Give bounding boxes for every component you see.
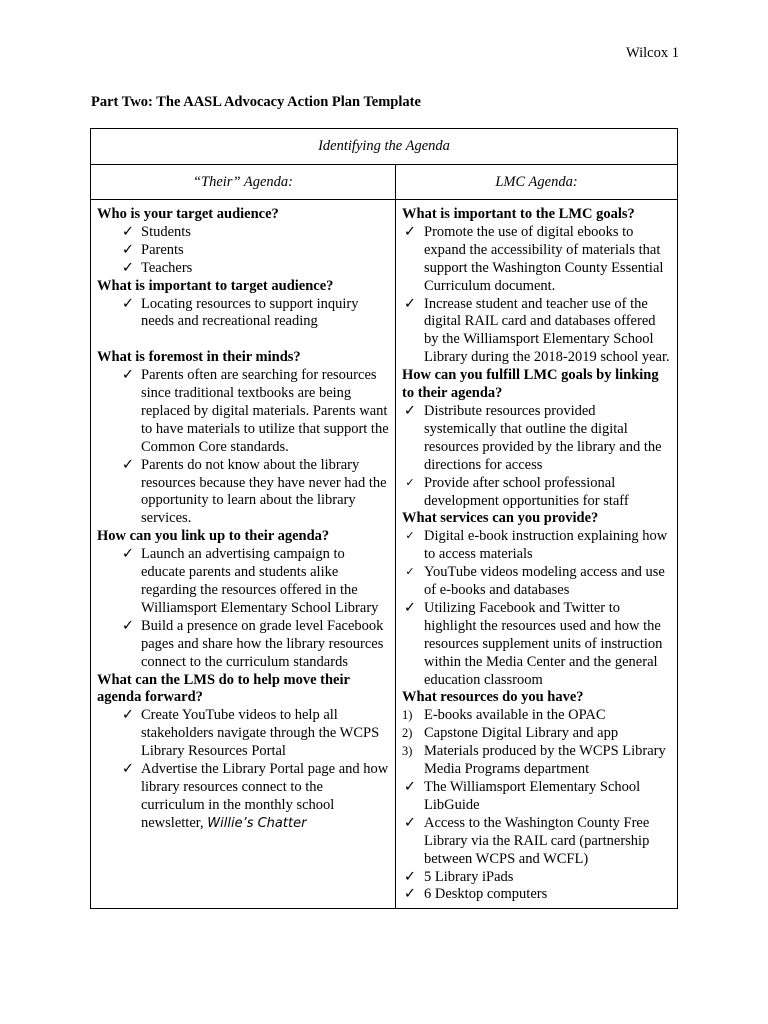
check-icon: ✓ bbox=[403, 868, 417, 885]
check-icon: ✓ bbox=[121, 367, 135, 384]
section-title: Identifying the Agenda bbox=[91, 129, 678, 165]
question-link-up: How can you link up to their agenda? bbox=[97, 528, 330, 545]
check-icon: ✓ bbox=[121, 456, 135, 473]
lmc-agenda-header: LMC Agenda: bbox=[396, 165, 678, 200]
action-plan-table bbox=[90, 128, 678, 909]
check-icon: ✓ bbox=[121, 546, 135, 563]
list-item: ✓ Access to the Washington County Free Library via the RAIL card (partnership between WCPS and WCFL) bbox=[403, 814, 650, 867]
question-foremost-in-minds: What is foremost in their minds? bbox=[97, 349, 301, 366]
check-icon: ✓ bbox=[121, 295, 135, 312]
lmc-agenda-column bbox=[396, 200, 678, 909]
list-item: ✓ Launch an advertising campaign to educate parents and students alike regarding the resources offered in the Williamsport Elementary School Library bbox=[119, 546, 389, 618]
question-resources: What resources do you have? bbox=[402, 689, 584, 706]
check-icon: ✓ bbox=[403, 223, 417, 240]
check-icon: ✓ bbox=[121, 259, 135, 276]
check-icon: ✓ bbox=[403, 886, 417, 903]
question-important-to-audience: What is important to target audience? bbox=[97, 277, 334, 294]
list-item: ✓ Distribute resources provided systemically that outline the digital resources provided by the library and the directions for access bbox=[403, 402, 662, 473]
question-lmc-goals: What is important to the LMC goals? bbox=[402, 206, 635, 222]
list-item: 3) Materials produced by the WCPS Library Media Programs department bbox=[402, 743, 666, 778]
list-item: ✓ Increase student and teacher use of the digital RAIL card and databases offered by the Williamsport Elementary School Library during the 2018-2019 school year. bbox=[403, 295, 670, 366]
list-item: ✓ Advertise the Library Portal page and how library resources connect to the curriculum in the monthly school newsletter, Willie’s Chatter bbox=[119, 761, 389, 833]
list-item: ✓ Locating resources to support inquiry needs and recreational reading bbox=[119, 296, 389, 332]
check-icon: ✓ bbox=[405, 476, 415, 489]
page-header-ref: Wilcox 1 bbox=[626, 45, 679, 61]
page-title: Part Two: The AASL Advocacy Action Plan Template bbox=[91, 94, 421, 110]
check-icon: ✓ bbox=[403, 599, 417, 616]
list-item: ✓ Build a presence on grade level Facebook pages and share how the library resources connect to the curriculum standards bbox=[119, 618, 389, 672]
newsletter-title: Willie’s Chatter bbox=[207, 815, 307, 831]
check-icon: ✓ bbox=[403, 779, 417, 795]
their-agenda-header: “Their” Agenda: bbox=[91, 165, 396, 200]
list-item: ✓ 5 Library iPads bbox=[403, 868, 514, 885]
list-item: 1) E-books available in the OPAC bbox=[402, 707, 606, 724]
list-item: ✓ Parents often are searching for resources since traditional textbooks are being replaced by digital materials. Parents want to have materials to utilize that support the Common Core standards. bbox=[119, 367, 389, 457]
check-icon: ✓ bbox=[121, 707, 135, 724]
list-item: 2) Capstone Digital Library and app bbox=[402, 725, 619, 742]
list-item: ✓ Utilizing Facebook and Twitter to highlight the resources used and how the resources supplement units of instruction within the Media Center and the general education classroom bbox=[403, 599, 663, 688]
check-icon: ✓ bbox=[405, 530, 415, 543]
list-item: ✓ The Williamsport Elementary School LibGuide bbox=[403, 779, 641, 813]
check-icon: ✓ bbox=[121, 617, 135, 634]
check-icon: ✓ bbox=[121, 761, 135, 778]
question-lms-help: What can the LMS do to help move their agenda forward? bbox=[97, 671, 350, 706]
list-item: ✓ Students bbox=[119, 224, 389, 242]
list-item: ✓ 6 Desktop computers bbox=[403, 886, 548, 903]
check-icon: ✓ bbox=[121, 241, 135, 258]
list-item: ✓ YouTube videos modeling access and use of e-books and databases bbox=[402, 564, 671, 600]
list-item: ✓ Parents bbox=[119, 242, 389, 260]
check-icon: ✓ bbox=[403, 295, 417, 312]
check-icon: ✓ bbox=[403, 814, 417, 831]
question-target-audience: Who is your target audience? bbox=[97, 206, 279, 222]
list-item: ✓ Create YouTube videos to help all stakeholders navigate through the WCPS Library Resources Portal bbox=[119, 707, 389, 761]
list-item: ✓ Teachers bbox=[119, 260, 389, 278]
list-item: ✓ Promote the use of digital ebooks to expand the accessibility of materials that support the Washington County Essential Curriculum document. bbox=[403, 223, 664, 294]
check-icon: ✓ bbox=[121, 223, 135, 240]
list-item: ✓ Provide after school professional development opportunities for staff bbox=[402, 475, 671, 511]
list-item: ✓ Digital e-book instruction explaining how to access materials bbox=[402, 528, 671, 564]
check-icon: ✓ bbox=[405, 566, 415, 579]
question-fulfill-goals: How can you fulfill LMC goals by linking to their agenda? bbox=[402, 367, 659, 402]
check-icon: ✓ bbox=[403, 402, 417, 419]
question-services: What services can you provide? bbox=[402, 510, 599, 527]
list-item: ✓ Parents do not know about the library resources because they have never had the opportunity to learn about the library services. bbox=[119, 457, 389, 529]
their-agenda-column bbox=[91, 200, 396, 909]
